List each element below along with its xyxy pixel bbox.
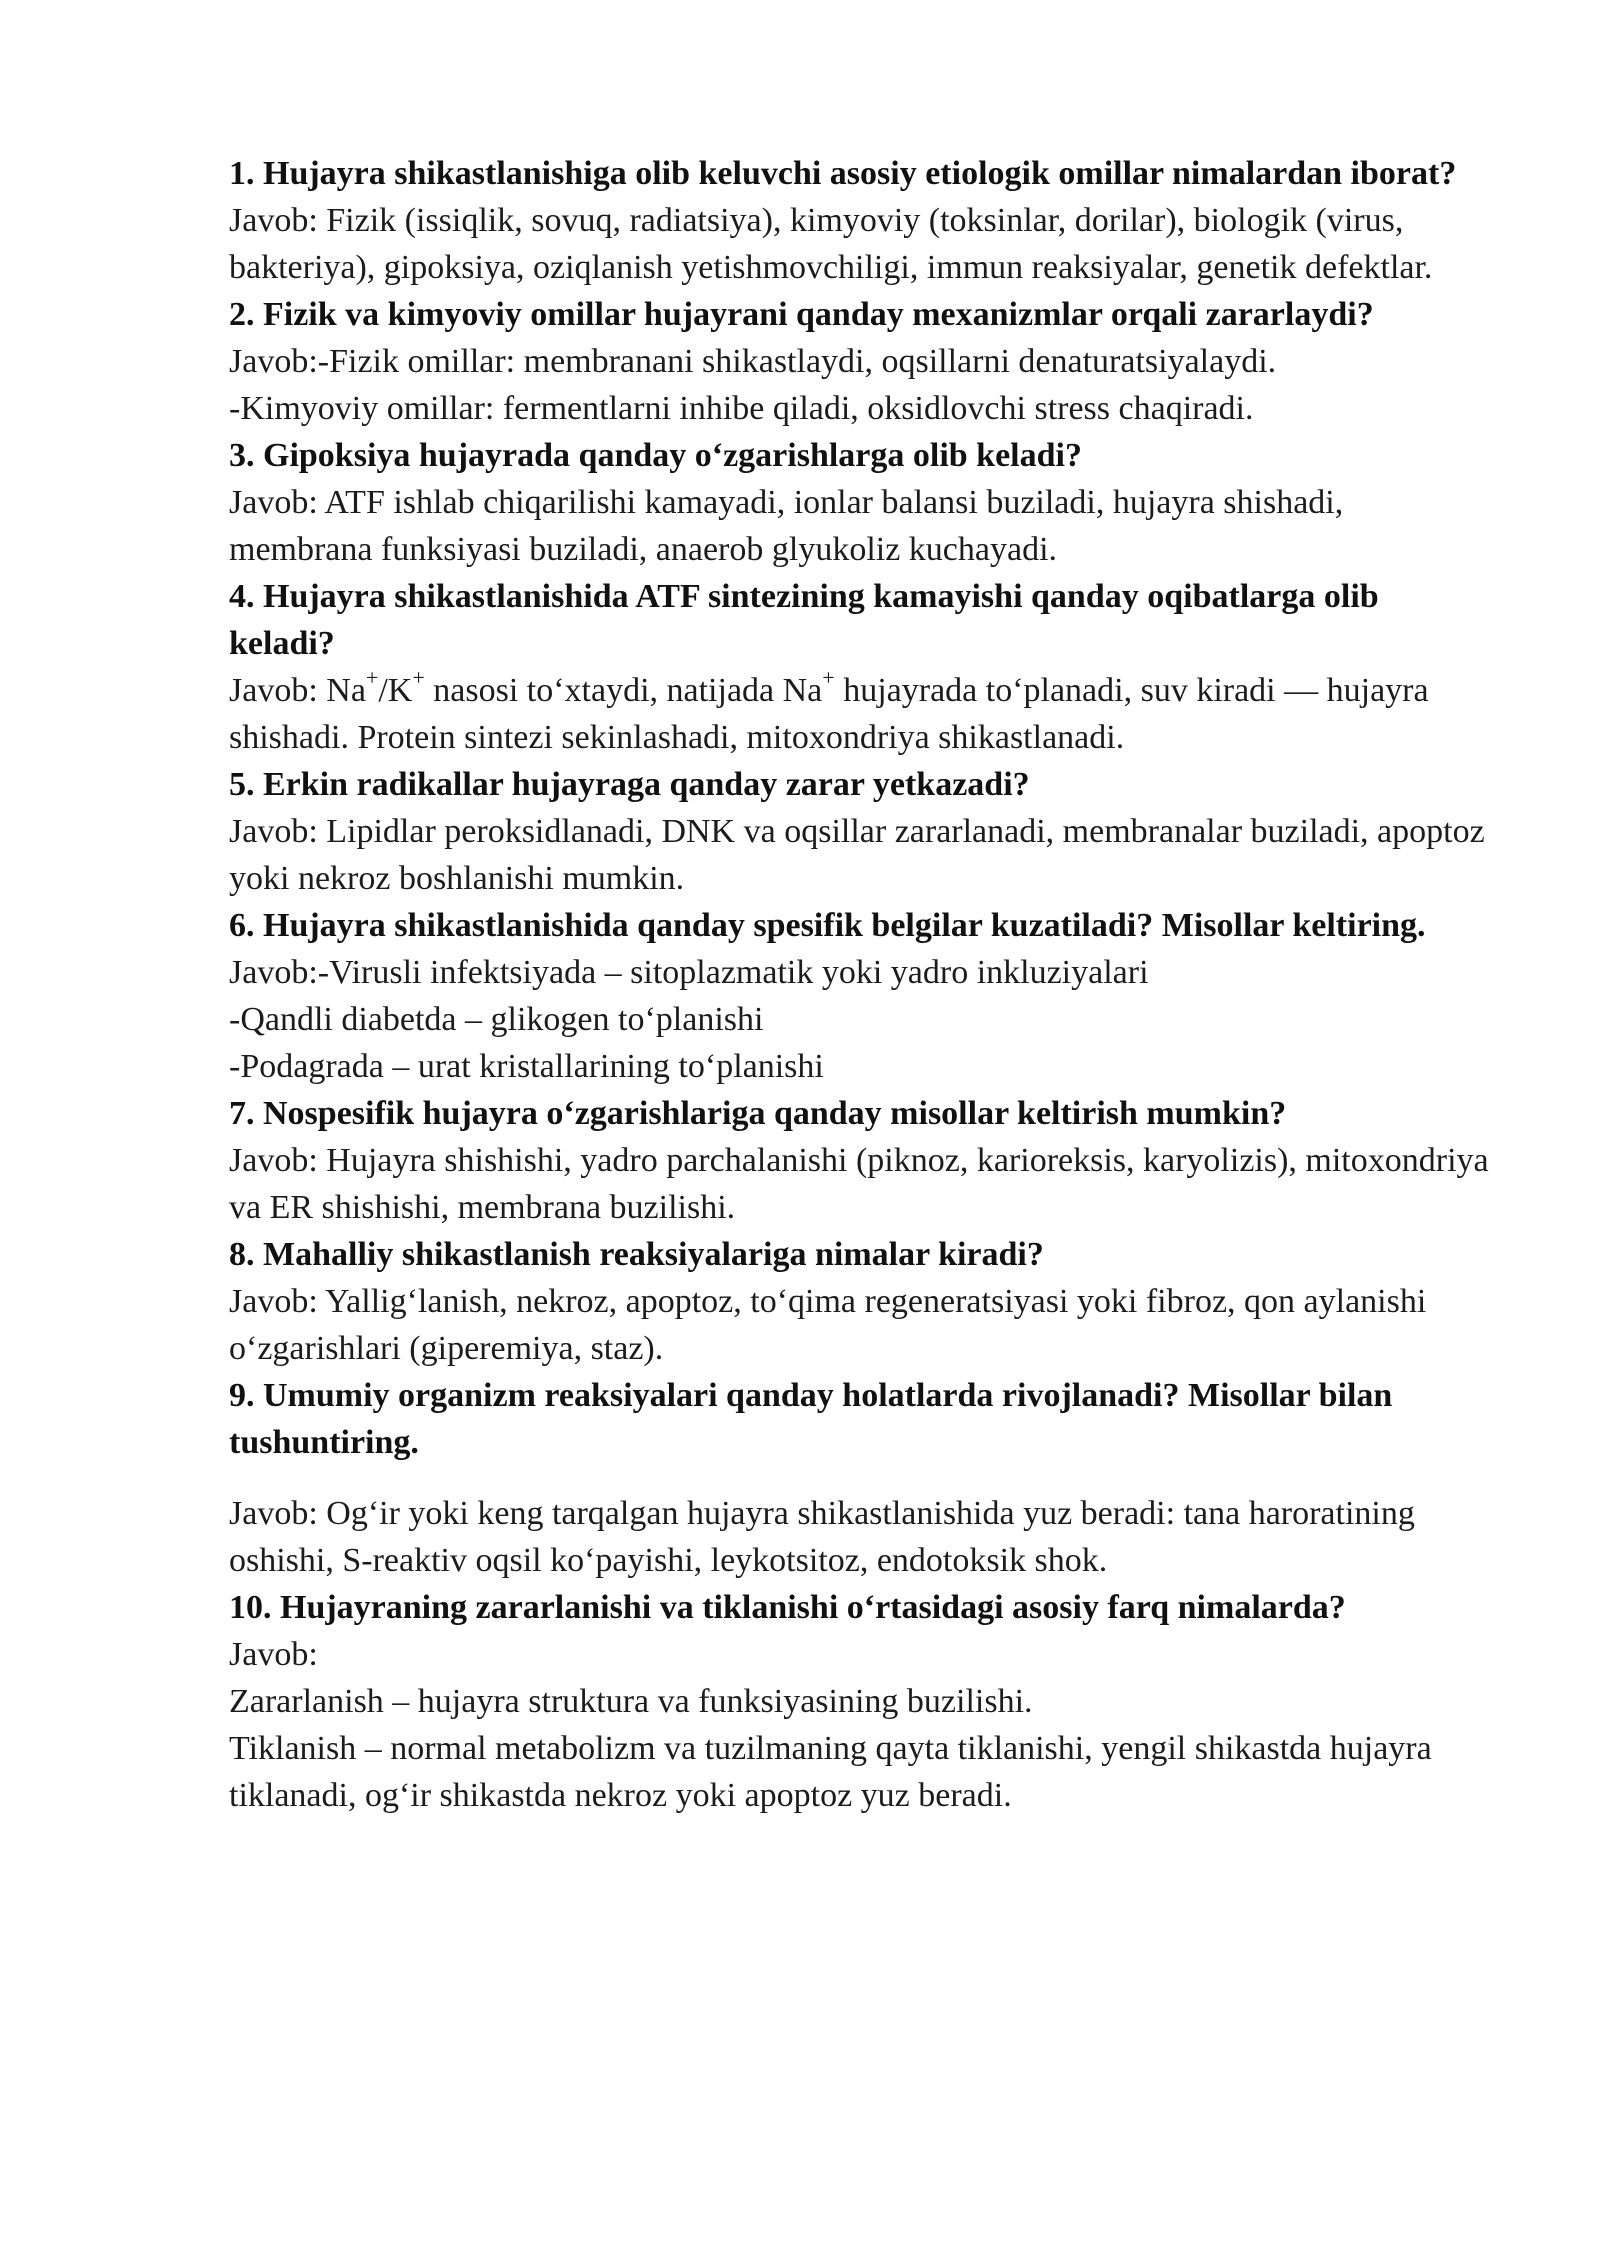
question-6: 6. Hujayra shikastlanishida qanday spesifik belgilar kuzatiladi? Misollar keltiring. [229,907,1426,944]
superscript-plus: + [365,664,379,690]
question-5: 5. Erkin radikallar hujayraga qanday zarar yetkazadi? [229,766,1030,803]
answer-6-line-3: -Podagrada – urat kristallarining to‘planishi [229,1048,824,1085]
answer-4-part-d: hujayrada to‘planadi, suv kiradi — hujayra shishadi. Protein sintezi sekinlashadi, mitoxondriya shikastlanadi. [229,672,1429,756]
answer-10-line-3: Tiklanish – normal metabolizm va tuzilmaning qayta tiklanishi, yengil shikastda hujayra tiklanadi, og‘ir shikastda nekroz yoki apoptoz yuz beradi. [229,1730,1432,1814]
answer-6-line-1: Javob:-Virusli infektsiyada – sitoplazmatik yoki yadro inkluziyalari [229,954,1149,991]
superscript-plus: + [822,664,835,690]
answer-4-part-c: nasosi to‘xtaydi, natijada Na [424,672,823,709]
answer-10-line-2: Zararlanish – hujayra struktura va funksiyasining buzilishi. [229,1683,1033,1720]
answer-3: Javob: ATF ishlab chiqarilishi kamayadi, ionlar balansi buziladi, hujayra shishadi, membrana funksiyasi buziladi, anaerob glyukoliz kuchayadi. [229,484,1344,568]
answer-7: Javob: Hujayra shishishi, yadro parchalanishi (piknoz, karioreksis, karyolizis), mitoxondriya va ER shishishi, membrana buzilishi. [229,1142,1489,1226]
answer-4-part-b: /K [378,672,413,709]
question-1: 1. Hujayra shikastlanishiga olib keluvchi asosiy etiologik omillar nimalardan iborat? [229,155,1457,192]
answer-1: Javob: Fizik (issiqlik, sovuq, radiatsiya), kimyoviy (toksinlar, dorilar), biologik (virus, bakteriya), gipoksiya, oziqlanish yetishmovchiligi, immun reaksiyalar, genetik defektlar. [229,202,1433,286]
answer-2-line-1: Javob:-Fizik omillar: membranani shikastlaydi, oqsillarni denaturatsiyalaydi. [229,343,1277,380]
answer-9: Javob: Og‘ir yoki keng tarqalgan hujayra shikastlanishida yuz beradi: tana haroratining oshishi, S-reaktiv oqsil ko‘payishi, leykotsitoz, endotoksik shok. [229,1495,1415,1579]
question-3: 3. Gipoksiya hujayrada qanday o‘zgarishlarga olib keladi? [229,437,1082,474]
answer-5: Javob: Lipidlar peroksidlanadi, DNK va oqsillar zararlanadi, membranalar buziladi, apoptoz yoki nekroz boshlanishi mumkin. [229,813,1485,897]
answer-6-line-2: -Qandli diabetda – glikogen to‘planishi [229,1001,764,1038]
answer-4-part-a: Javob: Na [229,672,366,709]
question-8: 8. Mahalliy shikastlanish reaksiyalariga nimalar kiradi? [229,1236,1044,1273]
question-2: 2. Fizik va kimyoviy omillar hujayrani qanday mexanizmlar orqali zararlaydi? [229,296,1374,333]
answer-2-line-2: -Kimyoviy omillar: fermentlarni inhibe qiladi, oksidlovchi stress chaqiradi. [229,390,1254,427]
question-7: 7. Nospesifik hujayra o‘zgarishlariga qanday misollar keltirish mumkin? [229,1095,1287,1132]
question-9: 9. Umumiy organizm reaksiyalari qanday holatlarda rivojlanadi? Misollar bilan tushuntiring. [229,1377,1393,1461]
question-10: 10. Hujayraning zararlanishi va tiklanishi o‘rtasidagi asosiy farq nimalarda? [229,1589,1346,1626]
superscript-plus: + [412,664,425,690]
question-4: 4. Hujayra shikastlanishida ATF sintezining kamayishi qanday oqibatlarga olib keladi? [229,578,1379,662]
document-page [229,150,1489,1819]
answer-4 [229,664,1489,761]
answer-10-line-1: Javob: [229,1636,318,1673]
answer-8: Javob: Yallig‘lanish, nekroz, apoptoz, to‘qima regeneratsiyasi yoki fibroz, qon aylanishi o‘zgarishlari (giperemiya, staz). [229,1283,1427,1367]
